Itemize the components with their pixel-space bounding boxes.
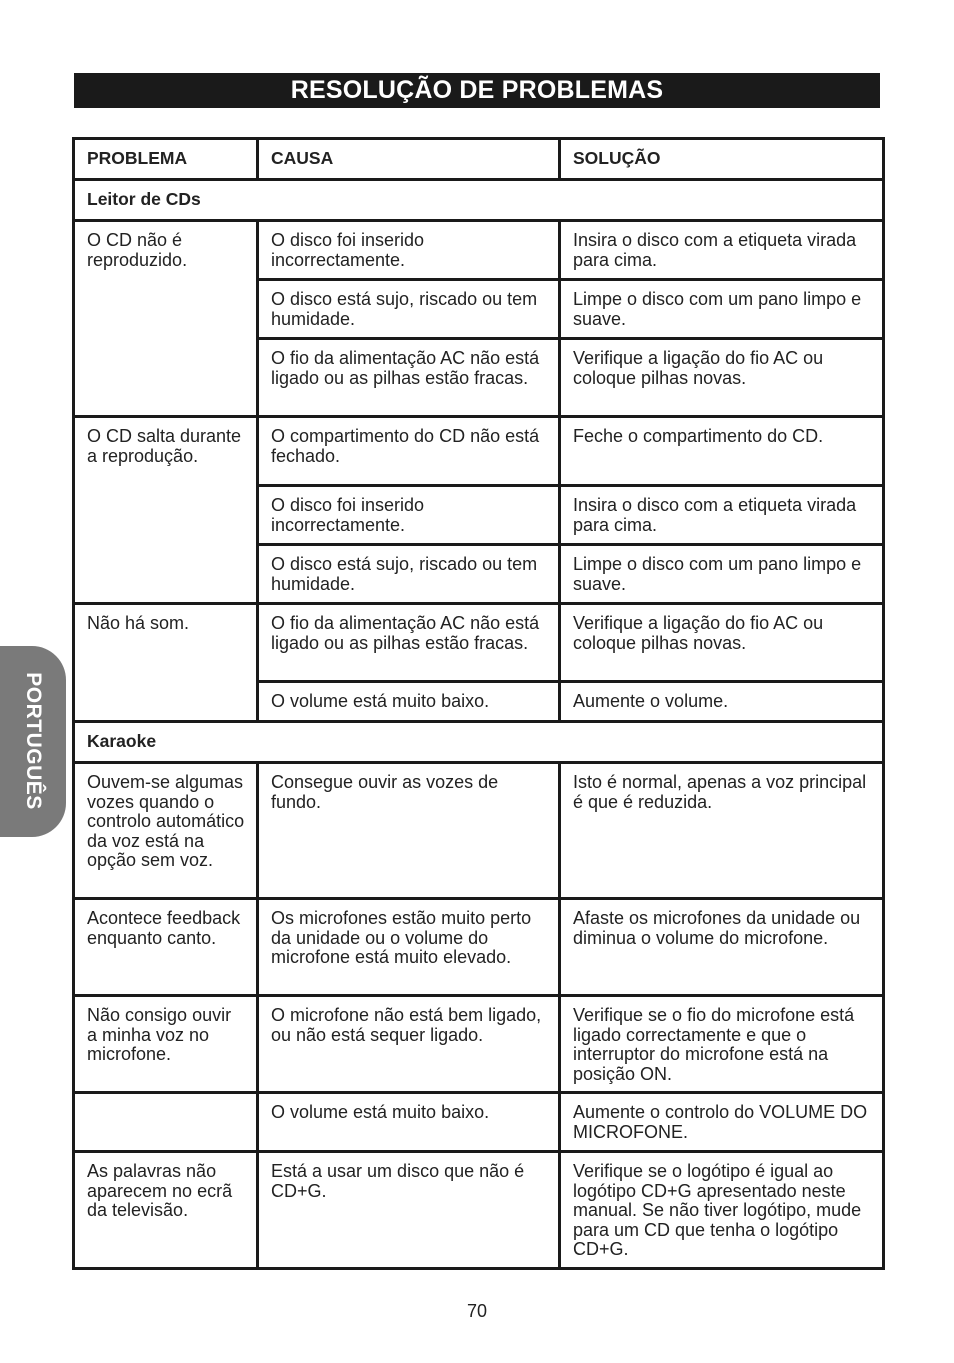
cause-cell: O compartimento do CD não está fechado. [258,417,560,486]
solution-cell: Limpe o disco com um pano limpo e suave. [560,280,884,339]
problem-cell: As palavras não aparecem no ecrã da televisão. [74,1152,258,1269]
problem-cell: O CD não é reproduzido. [74,221,258,417]
header-row [74,139,884,180]
cause-cell: O fio da alimentação AC não está ligado ou as pilhas estão fracas. [258,339,560,417]
cause-cell: O disco foi inserido incorrectamente. [258,486,560,545]
problem-cell: Não há som. [74,604,258,722]
table-row [74,417,884,486]
solution-cell: Verifique se o fio do microfone está ligado correctamente e que o interruptor do microfone está na posição ON. [560,996,884,1093]
cause-cell: O disco está sujo, riscado ou tem humidade. [258,280,560,339]
cause-cell: O volume está muito baixo. [258,682,560,722]
cause-cell: Os microfones estão muito perto da unidade ou o volume do microfone está muito elevado. [258,899,560,996]
section-karaoke: Karaoke [74,722,884,763]
problem-cell: O CD salta durante a reprodução. [74,417,258,604]
problem-cell [74,1093,258,1152]
troubleshooting-table [72,137,885,1270]
section-row [74,722,884,763]
page-title: RESOLUÇÃO DE PROBLEMAS [74,73,880,108]
cause-cell: O volume está muito baixo. [258,1093,560,1152]
solution-cell: Insira o disco com a etiqueta virada para cima. [560,221,884,280]
solution-cell: Verifique a ligação do fio AC ou coloque pilhas novas. [560,604,884,682]
section-cd-player: Leitor de CDs [74,180,884,221]
table-row [74,604,884,682]
cause-cell: Consegue ouvir as vozes de fundo. [258,763,560,899]
problem-cell: Ouvem-se algumas vozes quando o controlo automático da voz está na opção sem voz. [74,763,258,899]
cause-cell: O fio da alimentação AC não está ligado ou as pilhas estão fracas. [258,604,560,682]
cause-cell: O disco está sujo, riscado ou tem humidade. [258,545,560,604]
table-row [74,996,884,1093]
solution-cell: Afaste os microfones da unidade ou diminua o volume do microfone. [560,899,884,996]
cause-cell: Está a usar um disco que não é CD+G. [258,1152,560,1269]
page-number: 70 [466,1301,488,1321]
solution-cell: Aumente o controlo do VOLUME DO MICROFONE. [560,1093,884,1152]
table-row [74,763,884,899]
solution-cell: Aumente o volume. [560,682,884,722]
section-row [74,180,884,221]
cause-cell: O microfone não está bem ligado, ou não está sequer ligado. [258,996,560,1093]
header-problem: PROBLEMA [74,139,258,180]
language-label: PORTUGUÊS [22,672,45,810]
table-row [74,899,884,996]
solution-cell: Verifique a ligação do fio AC ou coloque pilhas novas. [560,339,884,417]
table-row [74,221,884,280]
table-row [74,1093,884,1152]
solution-cell: Verifique se o logótipo é igual ao logótipo CD+G apresentado neste manual. Se não tiver logótipo, mude para um CD que tenha o logótipo CD+G. [560,1152,884,1269]
problem-cell: Não consigo ouvir a minha voz no microfone. [74,996,258,1093]
solution-cell: Insira o disco com a etiqueta virada para cima. [560,486,884,545]
language-side-tab [0,646,66,837]
header-solution: SOLUÇÃO [560,139,884,180]
solution-cell: Feche o compartimento do CD. [560,417,884,486]
header-cause: CAUSA [258,139,560,180]
cause-cell: O disco foi inserido incorrectamente. [258,221,560,280]
table-row [74,1152,884,1269]
solution-cell: Isto é normal, apenas a voz principal é que é reduzida. [560,763,884,899]
problem-cell: Acontece feedback enquanto canto. [74,899,258,996]
solution-cell: Limpe o disco com um pano limpo e suave. [560,545,884,604]
